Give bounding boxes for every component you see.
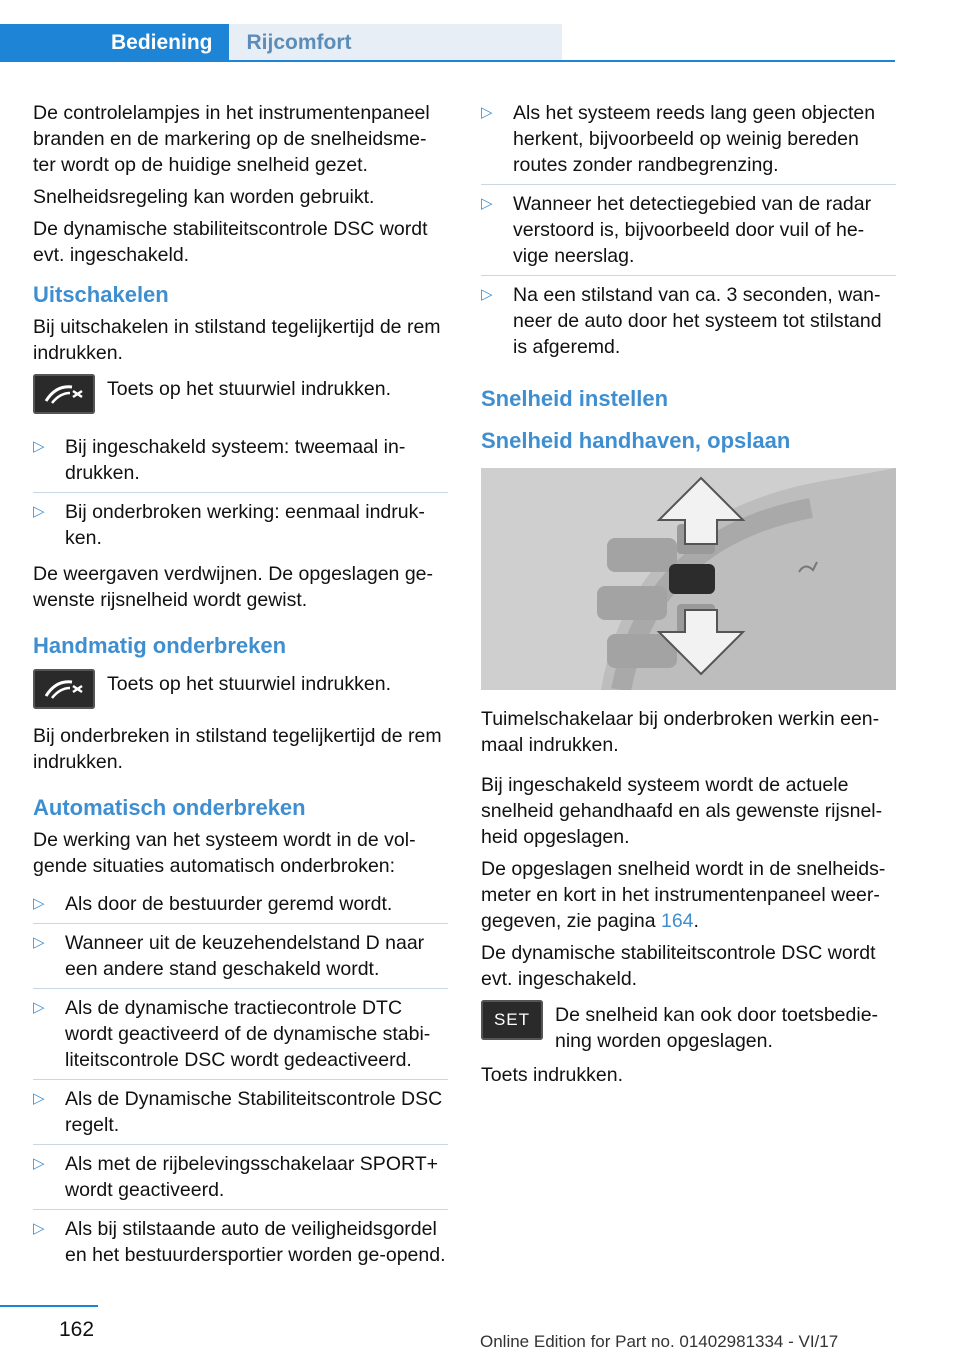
bullet-list	[33, 428, 448, 557]
heading-snelheid-instellen: Snelheid instellen	[481, 386, 669, 411]
heading-automatisch: Automatisch onderbreken	[33, 795, 306, 820]
list-item: ▷ Bij ingeschakeld systeem: tweemaal in-drukken.	[33, 428, 448, 493]
page-link[interactable]: 164	[660, 910, 694, 932]
section-tabs	[0, 24, 562, 62]
list-item: ▷ Als de dynamische tractiecontrole DTC wordt geactiveerd of de dynamische stabi-liteitscontrole DSC wordt gedeactiveerd.	[33, 989, 448, 1080]
heading-handmatig: Handmatig onderbreken	[33, 633, 287, 658]
icon-caption: Toets op het stuurwiel indrukken.	[107, 673, 391, 695]
steering-wheel-image	[481, 468, 896, 690]
paragraph: Bij onderbreken in stilstand tegelijkertijd de rem indrukken.	[33, 725, 442, 773]
paragraph: Bij uitschakelen in stilstand tegelijkertijd de rem indrukken.	[33, 316, 441, 364]
triangle-bullet-icon: ▷	[481, 104, 493, 121]
icon-row	[33, 374, 448, 414]
tab-rijcomfort[interactable]: Rijcomfort	[229, 24, 562, 62]
list-item: ▷ Als het systeem reeds lang geen objecten herkent, bijvoorbeeld op weinig bereden routes zonder randbegrenzing.	[481, 94, 896, 185]
cruise-control-button-icon	[33, 669, 95, 709]
list-item: ▷ Als de Dynamische Stabiliteitscontrole DSC regelt.	[33, 1080, 448, 1145]
list-item: ▷ Als door de bestuurder geremd wordt.	[33, 885, 448, 924]
footer-rule	[0, 1305, 98, 1307]
list-item: ▷ Na een stilstand van ca. 3 seconden, wan-neer de auto door het systeem tot stilstand is afgeremd.	[481, 284, 882, 358]
triangle-bullet-icon: ▷	[33, 1155, 45, 1172]
paragraph: De dynamische stabiliteitscontrole DSC wordt evt. ingeschakeld.	[481, 942, 876, 990]
triangle-bullet-icon: ▷	[481, 195, 493, 212]
paragraph: Tuimelschakelaar bij onderbroken werkin een-maal indrukken.	[481, 708, 880, 756]
triangle-bullet-icon: ▷	[33, 438, 45, 455]
bullet-list	[33, 885, 448, 1274]
triangle-bullet-icon: ▷	[33, 503, 45, 520]
triangle-bullet-icon: ▷	[481, 286, 493, 303]
bullet-list	[481, 94, 896, 366]
paragraph: De dynamische stabiliteitscontrole DSC wordt evt. ingeschakeld.	[33, 218, 428, 266]
list-item: ▷ Wanneer het detectiegebied van de radar verstoord is, bijvoorbeeld door vuil of he-vige neerslag.	[481, 185, 896, 276]
icon-caption: De snelheid kan ook door toetsbedie-ning worden opgeslagen.	[555, 1004, 879, 1052]
triangle-bullet-icon: ▷	[33, 895, 45, 912]
list-item: ▷ Bij onderbroken werking: eenmaal indruk-ken.	[33, 501, 425, 549]
header-rule	[0, 60, 895, 62]
set-button-icon: SET	[481, 1000, 543, 1040]
heading-snelheid-handhaven: Snelheid handhaven, opslaan	[481, 428, 791, 453]
paragraph: De opgeslagen snelheid wordt in de snelheids-meter en kort in het instrumentenpaneel weer-gegeven, zie pagina 164.	[481, 858, 886, 932]
paragraph: Bij ingeschakeld systeem wordt de actuele snelheid gehandhaafd en als gewenste rijsnel-heid opgeslagen.	[481, 774, 883, 848]
paragraph: De werking van het systeem wordt in de vol-gende situaties automatisch onderbroken:	[33, 829, 416, 877]
list-item: ▷ Als bij stilstaande auto de veiligheidsgordel en het bestuurdersportier worden ge-opend.	[33, 1218, 446, 1266]
list-item: ▷ Als met de rijbelevingsschakelaar SPORT+ wordt geactiveerd.	[33, 1145, 448, 1210]
triangle-bullet-icon: ▷	[33, 999, 45, 1016]
paragraph: De weergaven verdwijnen. De opgeslagen ge-wenste rijsnelheid wordt gewist.	[33, 563, 433, 611]
right-column	[481, 100, 896, 1094]
triangle-bullet-icon: ▷	[33, 1090, 45, 1107]
cruise-control-button-icon	[33, 374, 95, 414]
page-number: 162	[59, 1318, 95, 1341]
paragraph: De controlelampjes in het instrumentenpaneel branden en de markering op de snelheidsme-ter wordt op de huidige snelheid gezet.	[33, 102, 430, 176]
icon-row	[33, 669, 448, 709]
heading-uitschakelen: Uitschakelen	[33, 282, 169, 307]
edition-note: Online Edition for Part no. 01402981334 - VI/17	[480, 1332, 839, 1351]
paragraph: Toets indrukken.	[481, 1064, 623, 1086]
triangle-bullet-icon: ▷	[33, 934, 45, 951]
left-column	[33, 100, 448, 1274]
triangle-bullet-icon: ▷	[33, 1220, 45, 1237]
list-item: ▷ Wanneer uit de keuzehendelstand D naar een andere stand geschakeld wordt.	[33, 924, 448, 989]
icon-caption: Toets op het stuurwiel indrukken.	[107, 378, 391, 400]
icon-row	[481, 1000, 896, 1054]
paragraph: Snelheidsregeling kan worden gebruikt.	[33, 186, 375, 208]
tab-bediening[interactable]: Bediening	[0, 24, 229, 62]
